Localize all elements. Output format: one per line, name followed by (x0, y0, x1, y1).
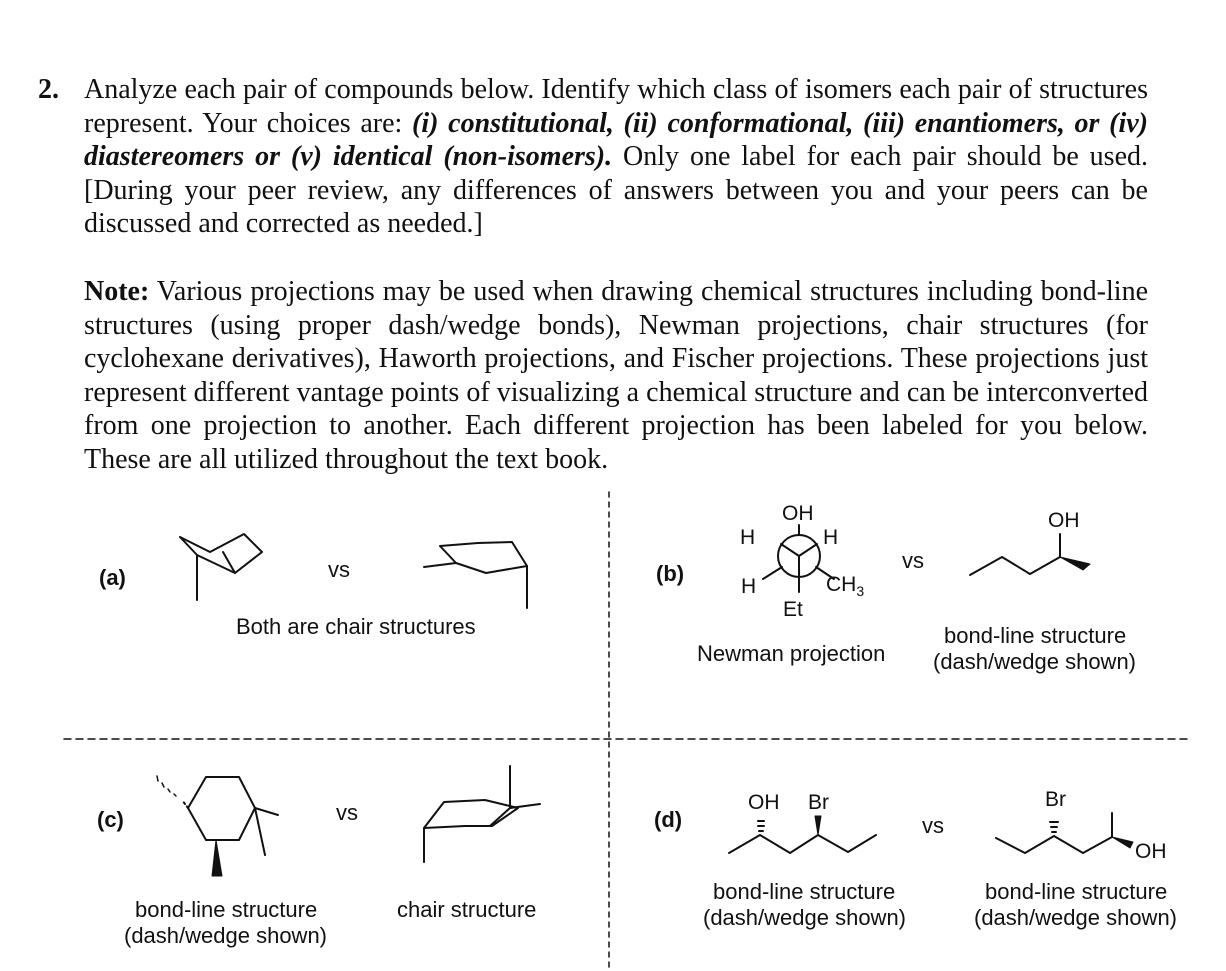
d2-br: Br (1045, 788, 1066, 811)
panel-d-caption-right-2: (dash/wedge shown) (974, 905, 1178, 930)
panel-b-caption-right-2: (dash/wedge shown) (933, 649, 1137, 674)
panel-b-vs: vs (902, 548, 924, 573)
panel-d-caption-left-2: (dash/wedge shown) (703, 905, 907, 930)
ch3-text: CH (826, 573, 857, 596)
newman-upper-left-h: H (740, 526, 756, 549)
panel-d-vs: vs (922, 813, 944, 838)
newman-lower-right-ch3 (826, 573, 865, 600)
panel-c-caption-left-2: (dash/wedge shown) (124, 923, 328, 948)
newman-upper-right-h: H (823, 526, 839, 549)
newman-lower-left-h: H (741, 575, 757, 598)
panel-d-label: (d) (654, 807, 683, 832)
instructions-intro: Analyze each pair of compounds below. Identify which class of isomers each pair of structures represent. Your choices are: (84, 74, 1148, 139)
d2-oh: OH (1135, 840, 1167, 863)
chair-c-structure (424, 766, 540, 862)
newman-top-oh: OH (782, 502, 814, 525)
bondline-b-oh: OH (1048, 509, 1080, 532)
bondline-d1-structure (729, 816, 876, 853)
panel-a-caption: Both are chair structures (236, 614, 476, 639)
panel-c-label: (c) (97, 807, 124, 832)
panel-b-caption-left: Newman projection (697, 641, 886, 666)
chair-a1-structure (180, 534, 262, 600)
bondline-b-structure (970, 534, 1090, 575)
d1-oh: OH (748, 791, 780, 814)
newman-bottom-et: Et (783, 598, 803, 621)
panel-a-vs: vs (328, 557, 350, 582)
panel-c-caption-right: chair structure (397, 897, 537, 922)
isomer-choices: (i) constitutional, (ii) conformational, (iii) enantiomers, or (iv) diastereomers or (v) identical (non-isomers). (84, 107, 1148, 173)
panel-a-label: (a) (99, 565, 126, 590)
panel-b-caption-right-1: bond-line structure (944, 623, 1127, 648)
panel-c-caption-left-1: bond-line structure (135, 897, 318, 922)
chair-a2-structure (424, 542, 527, 608)
note-label: Note: (84, 275, 150, 307)
instructions-rest: Only one label for each pair should be used. [During your peer review, any differences of answers between you and your peers can be discussed and corrected as needed.] (84, 141, 1148, 240)
panel-d-caption-left-1: bond-line structure (713, 879, 896, 904)
d1-br: Br (808, 791, 829, 814)
question-number: 2. (38, 74, 59, 105)
bondline-d2-structure (996, 813, 1133, 853)
panel-b-label: (b) (656, 561, 685, 586)
panel-d-caption-right-1: bond-line structure (985, 879, 1168, 904)
bondline-c-structure (157, 776, 278, 876)
note-text: Various projections may be used when drawing chemical structures including bond-line structures (using proper dash/wedge bonds), Newman projections, chair structures (for cyclohexane derivatives), Haworth projections, and Fischer projections. These projections just represent different vantage points of visualizing a chemical structure and can be interconverted from one projection to another. Each different projection has been labeled for you below. These are all utilized throughout the text book. (84, 275, 1148, 475)
panel-c-vs: vs (336, 800, 358, 825)
ch3-subscript: 3 (856, 583, 865, 600)
